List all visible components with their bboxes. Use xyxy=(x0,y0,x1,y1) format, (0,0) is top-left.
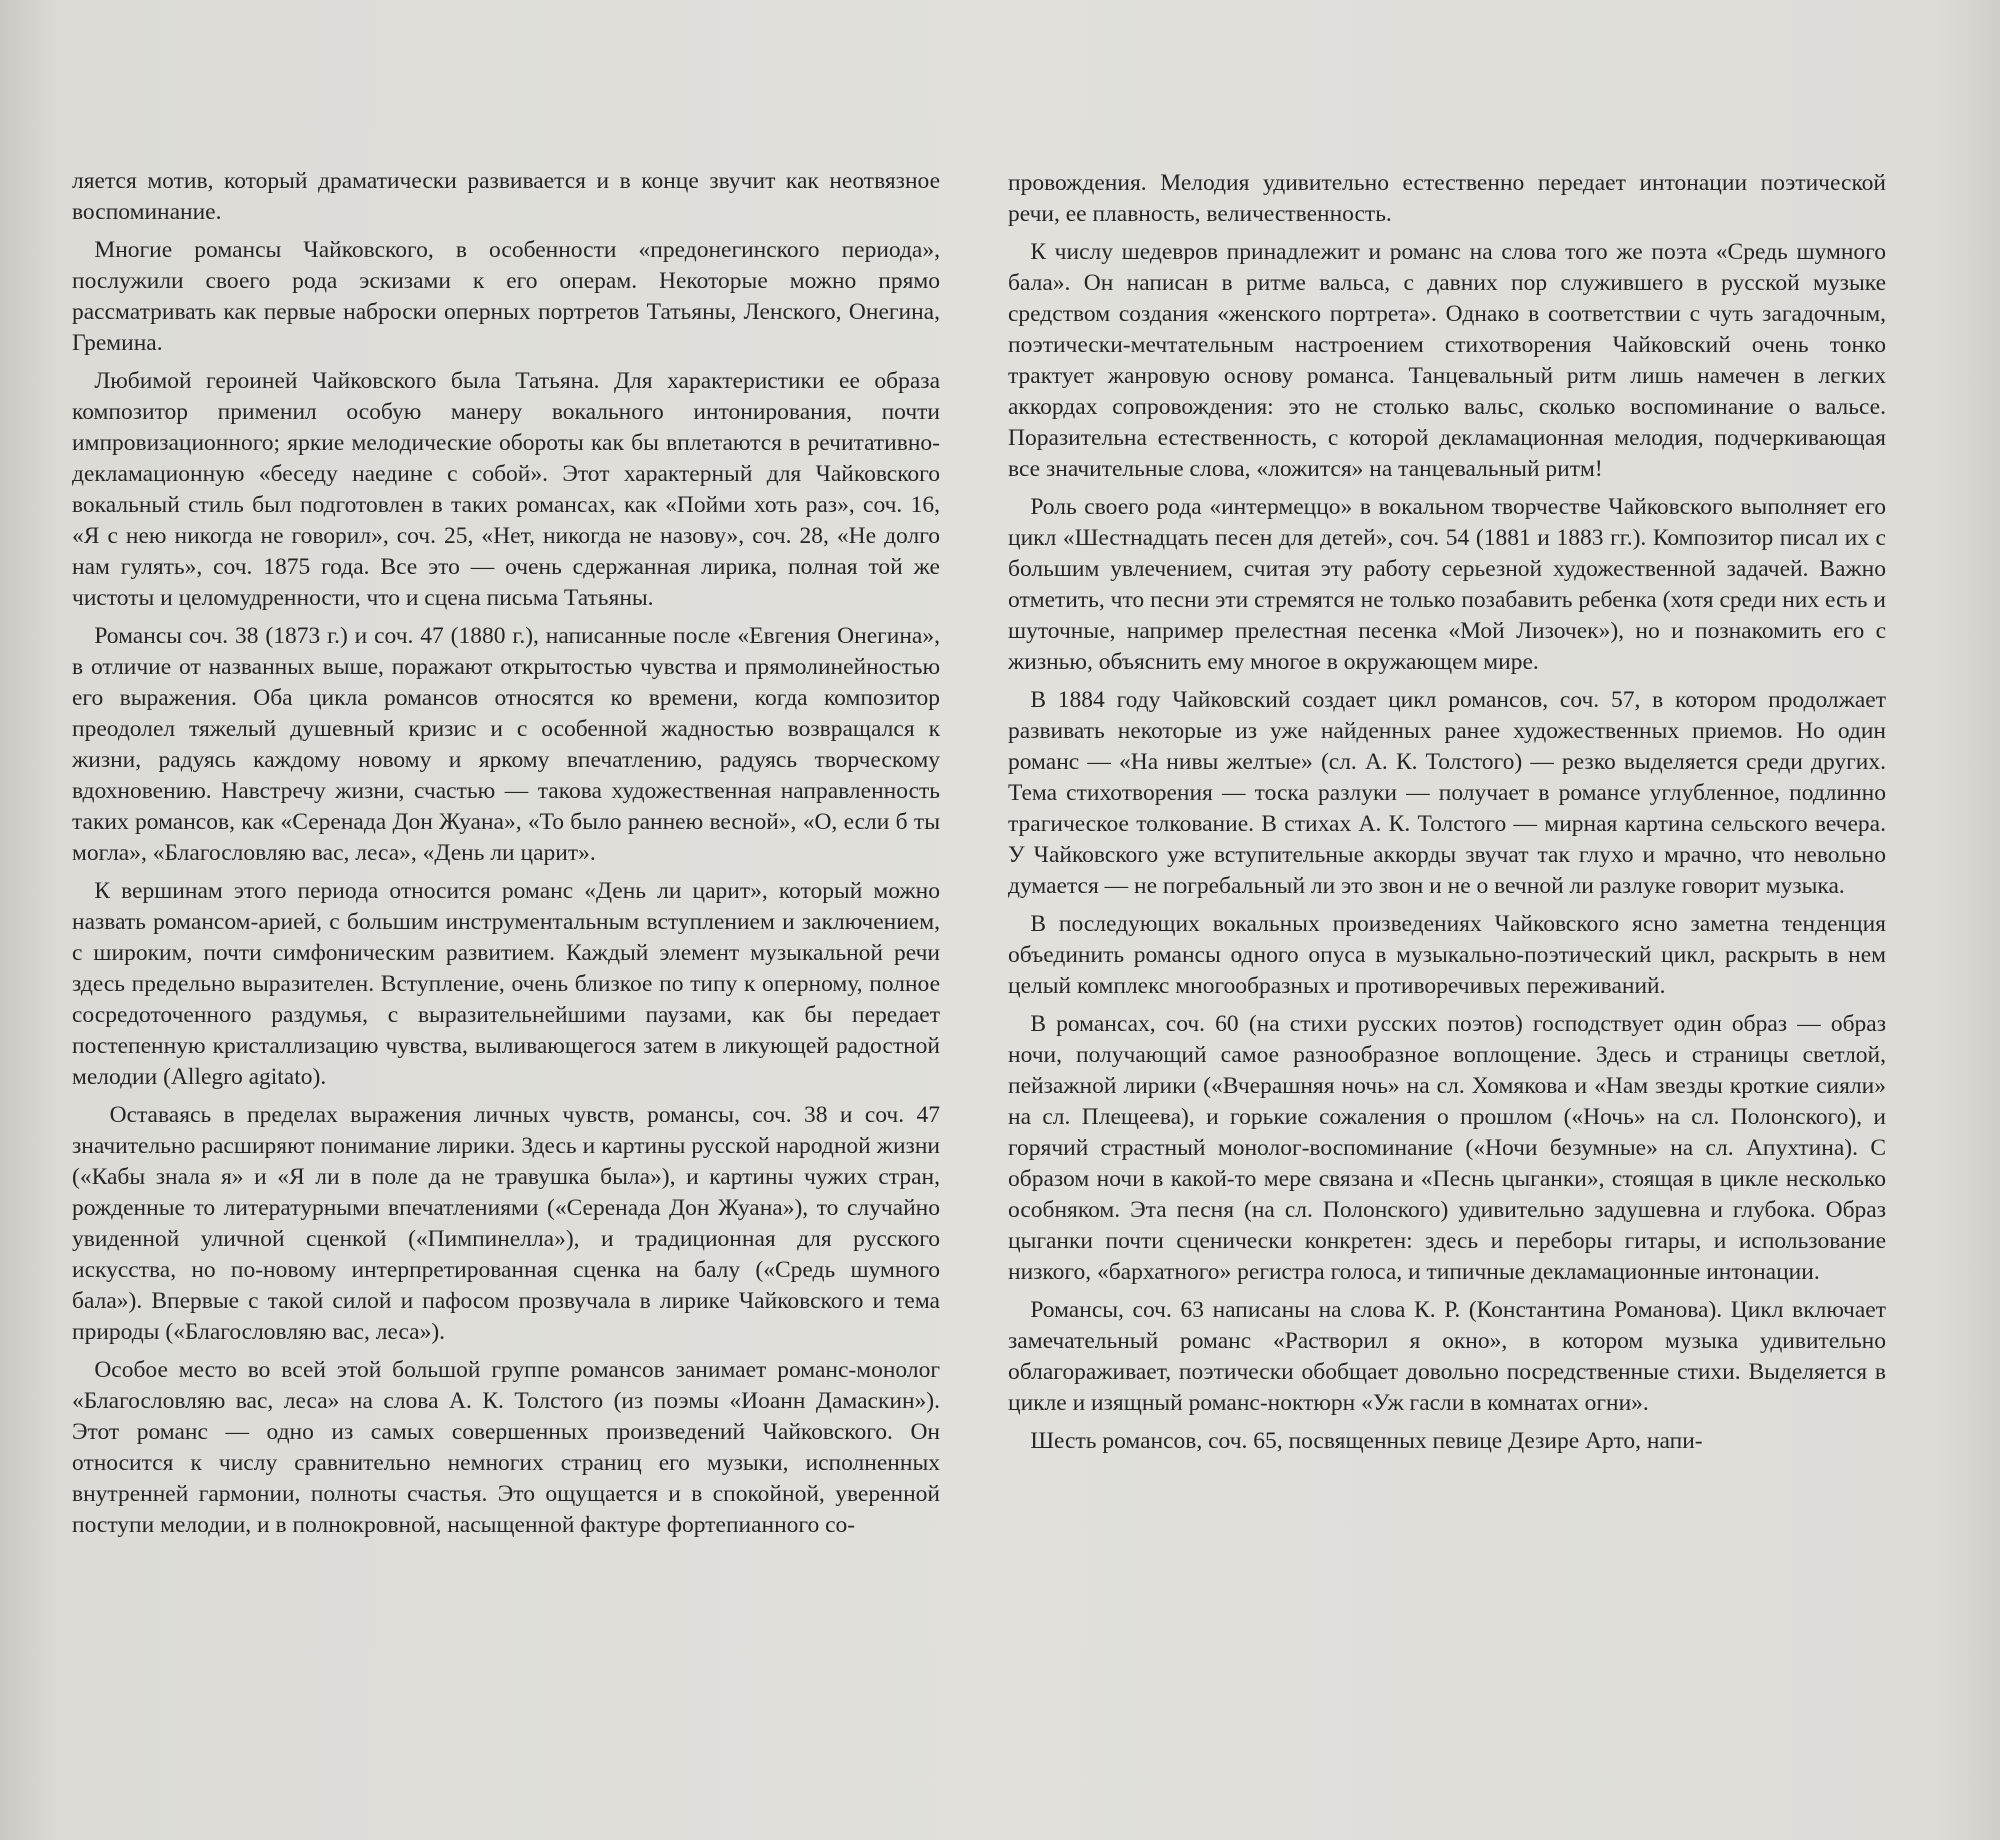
paragraph: Романсы, соч. 63 написаны на слова К. Р. (Константина Романова). Цикл включает замечательный романс «Растворил я окно», в котором музыка удивительно облагораживает, поэтически обобщает довольно посредственные стихи. Выделяется в цикле и изящный романс-ноктюрн «Уж гасли в комнатах огни». xyxy=(1008,1297,1886,1416)
paragraph: провождения. Мелодия удивительно естественно передает интонации поэтической речи, ее плавность, величественность. xyxy=(1008,170,1886,227)
paragraph: Многие романсы Чайковского, в особенности «предонегинского периода», послужили своего рода эскизами к его операм. Некоторые можно прямо рассматривать как первые наброски оперных портретов Татьяны, Ленского, Онегина, Гремина. xyxy=(72,237,940,356)
paragraph: Оставаясь в пределах выражения личных чувств, романсы, соч. 38 и соч. 47 значительно расширяют понимание лирики. Здесь и картины русской народной жизни («Кабы знала я» и «Я ли в поле да не травушка была»), и картины чужих стран, рожденные то литературными впечатлениями («Серенада Дон Жуана»), то случайно увиденной уличной сценкой («Пимпинелла»), и традиционная для русского искусства, но по-новому интерпретированная сценка на балу («Средь шумного бала»). Впервые с такой силой и пафосом прозвучала в лирике Чайковского и тема природы («Благословляю вас, леса»). xyxy=(72,1102,940,1345)
paragraph: Особое место во всей этой большой группе романсов занимает романс-монолог «Благословляю вас, леса» на слова А. К. Толстого (из поэмы «Иоанн Дамаскин»). Этот романс — одно из самых совершенных произведений Чайковского. Он относится к числу сравнительно немногих страниц его музыки, исполненных внутренней гармонии, полноты счастья. Это ощущается и в спокойной, уверенной поступи мелодии, и в полнокровной, насыщенной фактуре фортепианного со- xyxy=(72,1357,940,1538)
left-text-column xyxy=(72,166,940,1548)
paragraph: Роль своего рода «интермеццо» в вокальном творчестве Чайковского выполняет его цикл «Шестнадцать песен для детей», соч. 54 (1881 и 1883 гг.). Композитор писал их с большим увлечением, считая эту работу серьезной художественной задачей. Важно отметить, что песни эти стремятся не только позабавить ребенка (хотя среди них есть и шуточные, например прелестная песенка «Мой Лизочек»), но и познакомить его с жизнью, объяснить ему многое в окружающем мире. xyxy=(1008,494,1886,675)
paragraph: Шесть романсов, соч. 65, посвященных певице Дезире Арто, напи- xyxy=(1030,1428,1703,1454)
paragraph: В романсах, соч. 60 (на стихи русских поэтов) господствует один образ — образ ночи, получающий самое разнообразное воплощение. Здесь и страницы светлой, пейзажной лирики («Вчерашняя ночь» на сл. Хомякова и «Нам звезды кроткие сияли» на сл. Плещеева), и горькие сожаления о прошлом («Ночь» на сл. Полонского), и горячий страстный монолог-воспоминание («Ночи безумные» на сл. Апухтина). С образом ночи в какой-то мере связана и «Песнь цыганки», стоящая в цикле несколько особняком. Эта песня (на сл. Полонского) удивительно задушевна и глубока. Образ цыганки почти сценически конкретен: здесь и переборы гитары, и использование низкого, «бархатного» регистра голоса, и типичные декламационные интонации. xyxy=(1008,1011,1886,1285)
paragraph: К числу шедевров принадлежит и романс на слова того же поэта «Средь шумного бала». Он написан в ритме вальса, с давних пор служившего в русской музыке средством создания «женского портрета». Однако в соответствии с чуть загадочным, поэтически-мечтательным настроением стихотворения Чайковский очень тонко трактует жанровую основу романса. Танцевальный ритм лишь намечен в легких аккордах сопровождения: это не столько вальс, сколько воспоминание о вальсе. Поразительна естественность, с которой декламационная мелодия, подчеркивающая все значительные слова, «ложится» на танцевальный ритм! xyxy=(1008,239,1886,482)
paragraph: ляется мотив, который драматически развивается и в конце звучит как неотвязное воспоминание. xyxy=(72,168,940,225)
paragraph: Романсы соч. 38 (1873 г.) и соч. 47 (1880 г.), написанные после «Евгения Онегина», в отличие от названных выше, поражают открытостью чувства и прямолинейностью его выражения. Оба цикла романсов относятся ко времени, когда композитор преодолел тяжелый душевный кризис и с особенной жадностью возвращался к жизни, радуясь каждому новому и яркому впечатлению, радуясь творческому вдохновению. Навстречу жизни, счастью — такова художественная направленность таких романсов, как «Серенада Дон Жуана», «То было раннею весной», «О, если б ты могла», «Благословляю вас, леса», «День ли царит». xyxy=(72,623,940,866)
right-text-column xyxy=(1008,168,1886,1464)
paragraph: К вершинам этого периода относится романс «День ли царит», который можно назвать романсом-арией, с большим инструментальным вступлением и заключением, с широким, почти симфоническим развитием. Каждый элемент музыкальной речи здесь предельно выразителен. Вступление, очень близкое по типу к оперному, полное сосредоточенного раздумья, с выразительнейшими паузами, как бы передает постепенную кристаллизацию чувства, выливающегося затем в ликующей радостной мелодии (Allegro agitato). xyxy=(72,878,940,1090)
paragraph: Любимой героиней Чайковского была Татьяна. Для характеристики ее образа композитор применил особую манеру вокального интонирования, почти импровизационного; яркие мелодические обороты как бы вплетаются в речитативно-декламационную «беседу наедине с собой». Этот характерный для Чайковского вокальный стиль был подготовлен в таких романсах, как «Пойми хоть раз», соч. 16, «Я с нею никогда не говорил», соч. 25, «Нет, никогда не назову», соч. 28, «Не долго нам гулять», соч. 1875 года. Все это — очень сдержанная лирика, полная той же чистоты и целомудренности, что и сцена письма Татьяны. xyxy=(72,368,940,611)
paragraph: В последующих вокальных произведениях Чайковского ясно заметна тенденция объединить романсы одного опуса в музыкально-поэтический цикл, раскрыть в нем целый комплекс многообразных и противоречивых переживаний. xyxy=(1008,911,1886,999)
paragraph: В 1884 году Чайковский создает цикл романсов, соч. 57, в котором продолжает развивать некоторые из уже найденных ранее художественных приемов. Но один романс — «На нивы желтые» (сл. А. К. Толстого) — резко выделяется среди других. Тема стихотворения — тоска разлуки — получает в романсе углубленное, подлинно трагическое толкование. В стихах А. К. Толстого — мирная картина сельского вечера. У Чайковского уже вступительные аккорды звучат так глухо и мрачно, что невольно думается — не погребальный ли это звон и не о вечной ли разлуке говорит музыка. xyxy=(1008,687,1886,899)
